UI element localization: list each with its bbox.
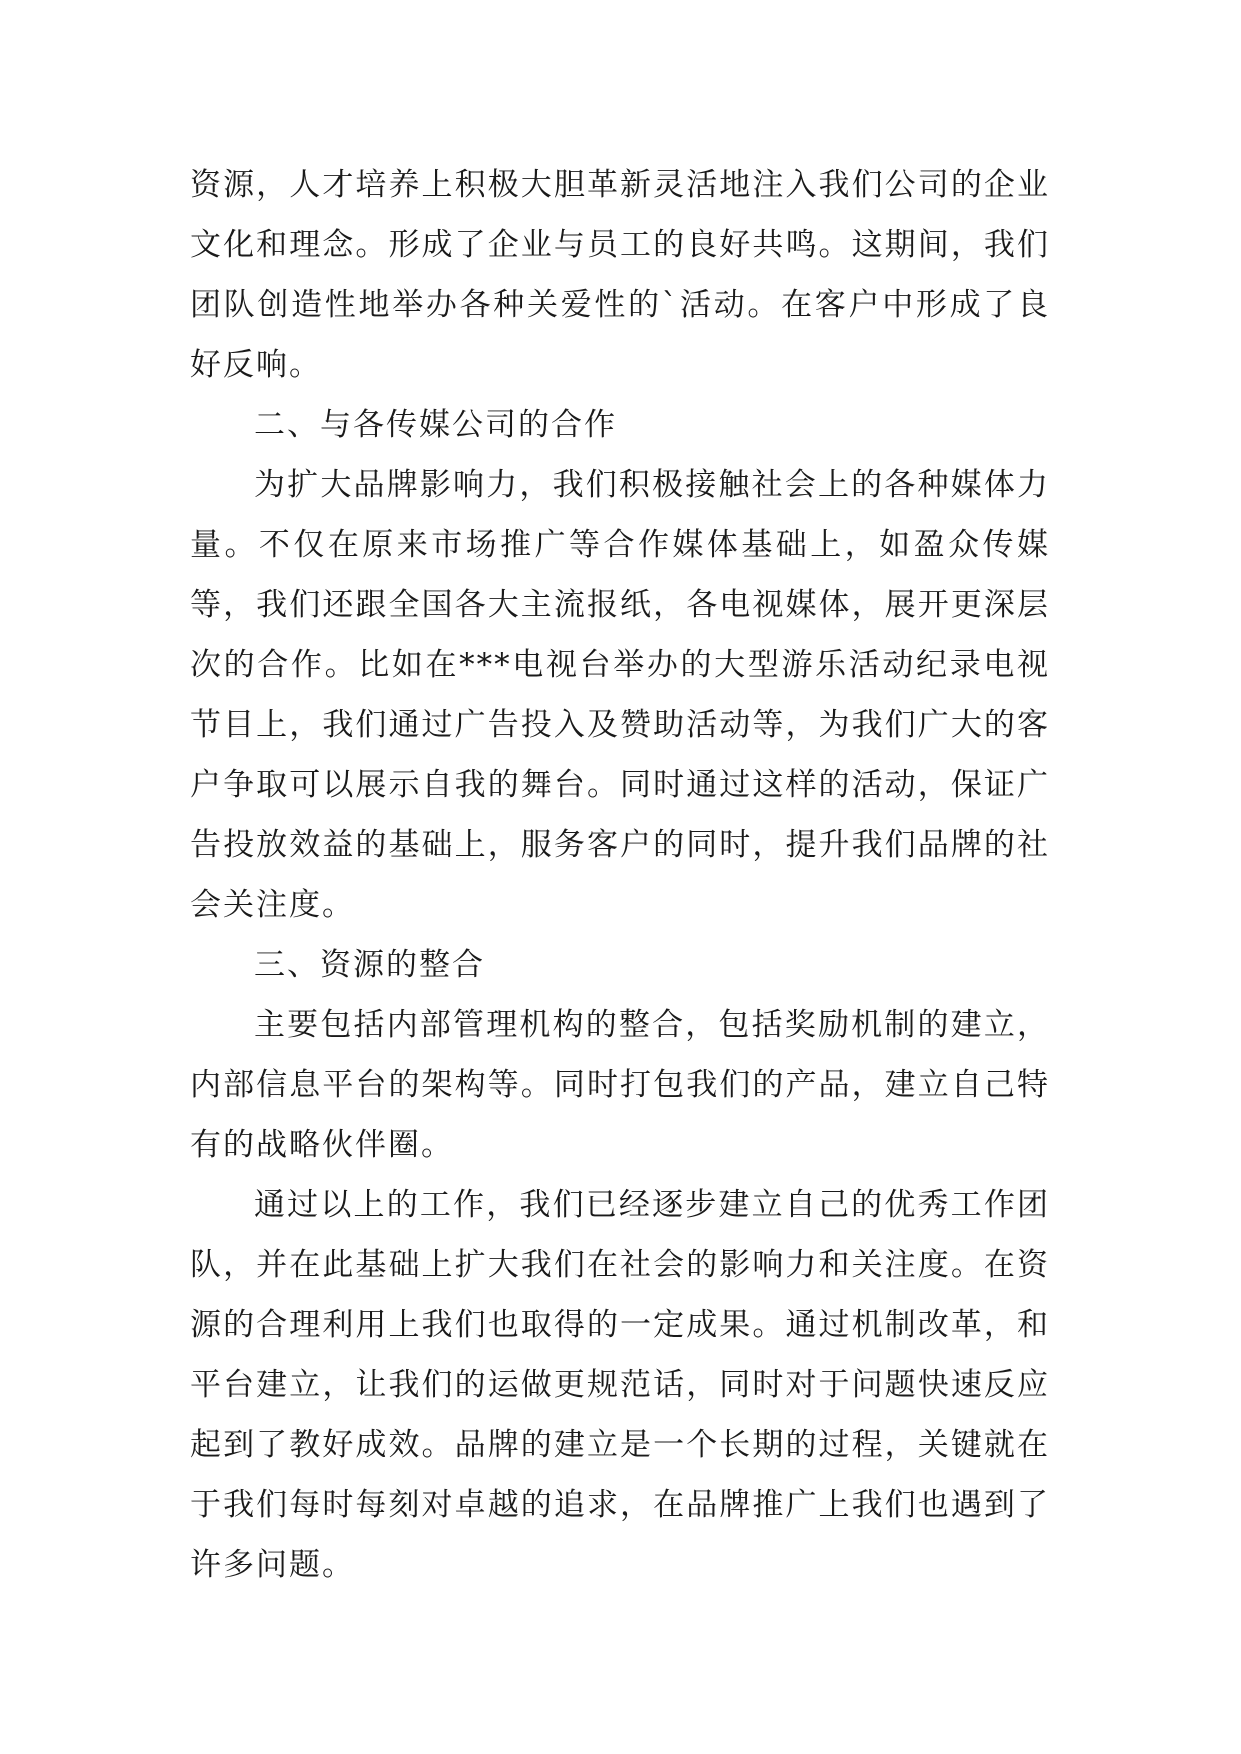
paragraph-intro-continuation: 资源，人才培养上积极大胆革新灵活地注入我们公司的企业文化和理念。形成了企业与员工的良好共鸣。这期间，我们团队创造性地举办各种关爱性的`活动。在客户中形成了良好反响。 (190, 167, 1050, 383)
document-body (190, 155, 1050, 1595)
section-heading-media-cooperation: 二、与各传媒公司的合作 (254, 407, 617, 443)
paragraph-media-cooperation: 为扩大品牌影响力，我们积极接触社会上的各种媒体力量。不仅在原来市场推广等合作媒体基础上，如盈众传媒等，我们还跟全国各大主流报纸，各电视媒体，展开更深层次的合作。比如在***电视台举办的大型游乐活动纪录电视节目上，我们通过广告投入及赞助活动等，为我们广大的客户争取可以展示自我的舞台。同时通过这样的活动，保证广告投放效益的基础上，服务客户的同时，提升我们品牌的社会关注度。 (190, 467, 1050, 923)
paragraph-summary: 通过以上的工作，我们已经逐步建立自己的优秀工作团队，并在此基础上扩大我们在社会的影响力和关注度。在资源的合理利用上我们也取得的一定成果。通过机制改革，和平台建立，让我们的运做更规范话，同时对于问题快速反应起到了教好成效。品牌的建立是一个长期的过程，关键就在于我们每时每刻对卓越的追求，在品牌推广上我们也遇到了许多问题。 (190, 1187, 1050, 1583)
paragraph-resource-integration: 主要包括内部管理机构的整合，包括奖励机制的建立，内部信息平台的架构等。同时打包我们的产品，建立自己特有的战略伙伴圈。 (190, 1007, 1050, 1163)
section-heading-resource-integration: 三、资源的整合 (254, 947, 485, 983)
